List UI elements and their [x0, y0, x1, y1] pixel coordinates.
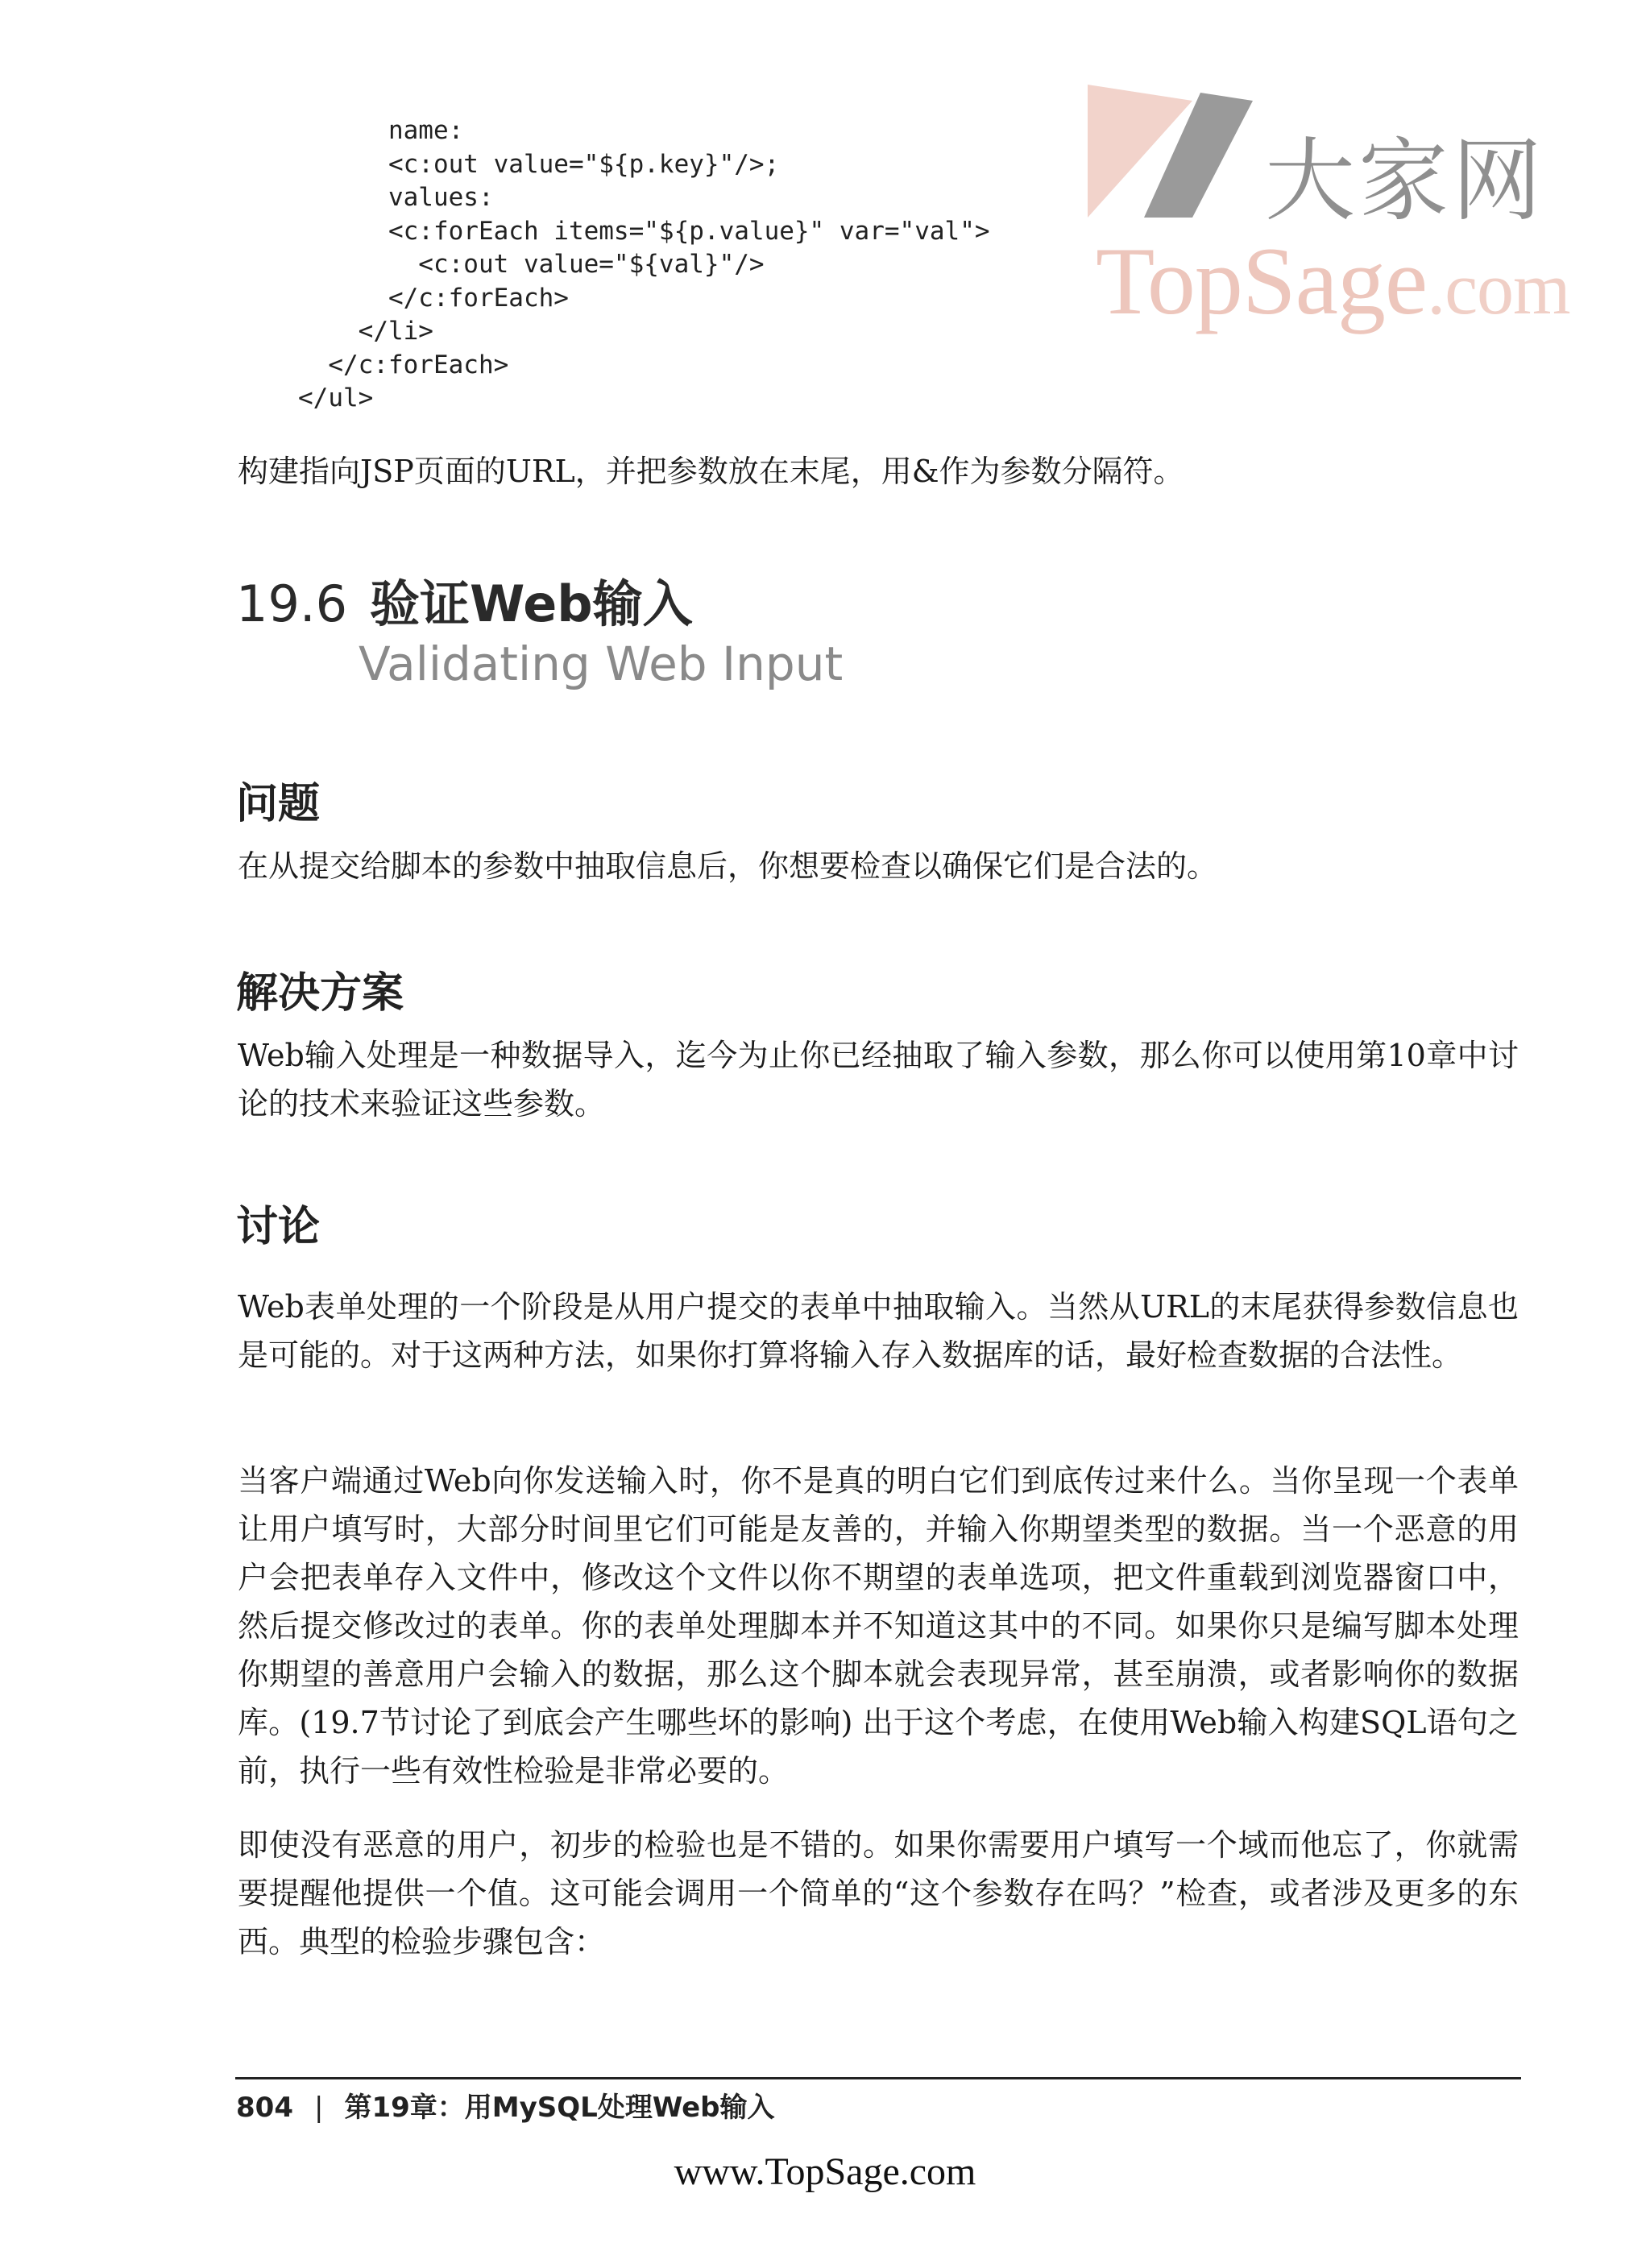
discussion-paragraph: Web表单处理的一个阶段是从用户提交的表单中抽取输入。当然从URL的末尾获得参数信息也是可能的。对于这两种方法，如果你打算将输入存入数据库的话，最好检查数据的合法性。 — [238, 1289, 1519, 1373]
code-line: values: — [298, 183, 494, 212]
solution-text: Web输入处理是一种数据导入，迄今为止你已经抽取了输入参数，那么你可以使用第10章中讨论的技术来验证这些参数。 — [238, 1038, 1519, 1122]
code-line: <c:out value="${p.key}"/>; — [298, 149, 780, 179]
code-line: </c:forEach> — [298, 283, 569, 313]
code-line: <c:out value="${val}"/> — [298, 250, 765, 279]
code-block — [298, 114, 990, 416]
watermark-en-main: TopSage — [1096, 227, 1428, 334]
watermark-cn-text: 大家网 — [1265, 129, 1545, 234]
topsage-watermark — [1080, 77, 1579, 350]
solution-heading: 解决方案 — [236, 969, 404, 1018]
page-number: 804 — [236, 2092, 293, 2124]
problem-text: 在从提交给脚本的参数中抽取信息后，你想要检查以确保它们是合法的。 — [238, 848, 1218, 884]
section-title-en: Validating Web Input — [359, 636, 844, 691]
discussion-paragraph: 即使没有恶意的用户，初步的检验也是不错的。如果你需要用户填写一个域而他忘了，你就需要提醒他提供一个值。这可能会调用一个简单的“这个参数存在吗？”检查，或者涉及更多的东西。典型的检验步骤包含： — [238, 1827, 1519, 1959]
intro-paragraph: 构建指向JSP页面的URL，并把参数放在末尾，用&作为参数分隔符。 — [238, 454, 1184, 489]
footer-separator: | — [313, 2092, 324, 2124]
watermark-en-text — [1096, 226, 1570, 337]
site-url: www.TopSage.com — [674, 2150, 976, 2193]
discussion-heading: 讨论 — [236, 1203, 321, 1251]
code-line: </c:forEach> — [298, 350, 509, 379]
footer-rule — [235, 2077, 1521, 2079]
problem-heading: 问题 — [236, 780, 321, 828]
section-title — [236, 564, 693, 636]
code-line: </li> — [298, 317, 433, 346]
code-line: name: — [298, 116, 464, 145]
watermark-logo-graphic — [1080, 77, 1289, 230]
section-title-cn: 验证Web输入 — [370, 574, 693, 633]
section-number: 19.6 — [236, 574, 348, 633]
discussion-paragraph: 当客户端通过Web向你发送输入时，你不是真的明白它们到底传过来什么。当你呈现一个表单让用户填写时，大部分时间里它们可能是友善的，并输入你期望类型的数据。当一个恶意的用户会把表单存入文件中，修改这个文件以你不期望的表单选项，把文件重载到浏览器窗口中，然后提交修改过的表单。你的表单处理脚本并不知道这其中的不同。如果你只是编写脚本处理你期望的善意用户会输入的数据，那么这个脚本就会表现异常，甚至崩溃，或者影响你的数据库。(19.7节讨论了到底会产生哪些坏的影响) 出于这个考虑，在使用Web输入构建SQL语句之前，执行一些有效性检验是非常必要的。 — [238, 1463, 1519, 1789]
code-line: <c:forEach items="${p.value}" var="val"> — [298, 216, 990, 246]
code-line: </ul> — [298, 384, 374, 413]
page-footer — [236, 2085, 775, 2125]
chapter-title: 第19章：用MySQL处理Web输入 — [344, 2092, 775, 2124]
watermark-en-suffix: .com — [1427, 247, 1570, 330]
